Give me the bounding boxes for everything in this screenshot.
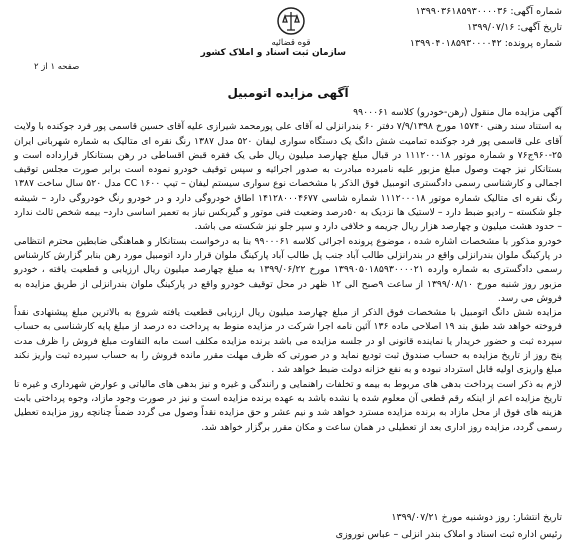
body-paragraph: به استناد سند رهنی ۱۵۷۴۰ مورخ ۷/۹/۱۳۹۸ دفتر ۶۰ بندرانزلی له آقای علی پورمحمد شیرازی علیه آقای حسین قاسمی پور فرد جوکنده با ولایت آقای علی قاسمی پور فرد جوکنده تمامیت شش دانگ یک دستگاه سواری لیفان ۵۲۰ مدل ۱۳۸۷ رنگ نقره ای متالیک به شماره شهربانی ایران ۲۵-۹۶۰ج۷۶ و شماره موتور ۱۱۱۲۰۰۰۱۸ در قبال مبلغ چهارصد میلیون ریال طی یک فقره قبض اقساطی در رهن بستانکار قرارداده است و بستانکار نیز جهت وصول مبلغ مزبور علیه نامبرده مبادرت به صدور اجرائیه و سپس توقیف خودرو نموده است برابر صورت مجلس توقیف اجمالی و کارشناسی رسمی دادگستری اتومبیل فوق الذکر با مشخصات نوع سواری سیستم لیفان – تیپ ۱۶۰۰ CC مدل ۵۲۰ سال ساخت ۱۳۸۷ رنگ نقره ای متالیک شماره موتور ۱۱۱۲۰۰۰۱۸ شماره شاسی ۱۴۱۲۸۰۰۰۴۶۷۷ اطاق خودروگی دارد و در خودرو رنگ خودروگی دارد – شیشه جلو شکسته – رادیو ضبط دارد – لاستیک ها نزدیک به ۵۰درصد وضعیت فنی موتور و گیربکس نیاز به تعمیر اساسی دارد– بیمه شخص ثالث ندارد – حدود هشت میلیون و چهارصد هزار ریال جریمه و خلافی دارد و سپر جلو نیز شکسته می باشد. (14, 121, 562, 233)
ad-number: شماره آگهی: ۱۳۹۹۰۳۶۱۸۵۹۳۰۰۰۰۳۶ (415, 6, 562, 17)
body-paragraph: مزایده شش دانگ اتومبیل با مشخصات فوق الذکر از مبلغ چهارصد میلیون ریال ارزیابی قطعیت یافته شروع به بالاترین مبلغ پیشنهادی نقداً فروخته خواهد شد طبق بند ۱۹ اصلاحی ماده ۱۳۶ آئین نامه اجرا شرکت در مزایده منوط به پرداخت ده درصد از مبلغ پایه کارشناسی به حساب سپرده ثبت و حضور خریدار یا نماینده قانونی او در جلسه مزایده می باشد برنده مزایده مکلف است مابه التفاوت مبلغ فروش را ظرف مدت پنج روز از تاریخ مزایده به حساب صندوق ثبت تودیع نماید و در صورتی که ظرف مهلت مقرر مانده فروش را به حساب سپرده ثبت واریز نکند مبلغ واریزی اولیه قابل استرداد نبوده و به نفع خزانه دولت ضبط خواهد شد . (14, 307, 562, 376)
body-paragraph: لازم به ذکر است پرداخت بدهی های مربوط به بیمه و تخلفات راهنمایی و رانندگی و غیره و نیز بدهی های مالیاتی و عوارض شهرداری و غیره تا تاریخ مزایده اعم از اینکه رقم قطعی آن معلوم شده یا نشده باشد به عهده برنده مزایده است و نیز در صورت وجود مازاد، وجوه پرداختی بابت هزینه های فوق از محل مازاد به برنده مزایده مسترد خواهد شد و نیم عشر و حق مزایده نقداً وصول می گردد ضمناً چنانچه روز مزایده تعطیل رسمی گردد، مزایده روز اداری بعد از تعطیلی در همان ساعت و مکان مقرر برگزار خواهد شد. (14, 378, 562, 433)
file-number: شماره پرونده: ۱۳۹۹۰۴۰۱۸۵۹۳۰۰۰۰۴۲ (409, 38, 562, 49)
body-paragraph: آگهی مزایده مال منقول (رهن-خودرو) کلاسه ۹۹۰۰۰۶۱ (353, 107, 562, 118)
signature-line: رئیس اداره ثبت اسناد و املاک بندر انزلی – عباس نوروزی (335, 529, 562, 540)
notice-title: آگهی مزایده اتومبیل (227, 86, 349, 100)
notice-meta (392, 4, 562, 52)
page-number: صفحه ۱ از ۲ (34, 62, 80, 72)
publish-date: تاریخ انتشار: روز دوشنبه مورخ ۱۳۹۹/۰۷/۲۱ (391, 512, 562, 523)
judiciary-logo (200, 6, 346, 58)
body-paragraph: خودرو مذکور با مشخصات اشاره شده ، موضوع پرونده اجرائی کلاسه ۹۹۰۰۰۶۱ بنا به درخواست بستانکار و هماهنگی ضابطین محترم انتظامی در پارکینگ ملوان بندرانزلی واقع در بندرانزلی طالب آباد جنب پل طالب آباد پارکینگ ملوان قرار دارد اتومبیل مورد رهن بنابر گزارش کارشناس رسمی دادگستری به شماره وارده ۱۳۹۹۰۵۰۱۸۵۹۳۰۰۰۰۲۱ مورخ ۱۳۹۹/۰۶/۲۲ به مبلغ چهارصد میلیون ریال ارزیابی و قطعیت یافته ، خودرو مزبور روز شنبه مورخ ۱۳۹۹/۰۸/۱۰ از ساعت ۹صبح الی ۱۲ ظهر در محل توقیف خودرو واقع در پارکینگ ملوان بندرانزلی از طریق مزایده به فروش می رسد. (14, 235, 562, 304)
org-line-1: قوه قضائیه (271, 38, 311, 48)
org-line-2: سازمان ثبت اسناد و املاک کشور (200, 48, 346, 58)
ad-date: تاریخ آگهی: ۱۳۹۹/۰۷/۱۶ (467, 22, 562, 33)
judiciary-emblem-icon (276, 6, 306, 36)
notice-body (14, 106, 562, 435)
